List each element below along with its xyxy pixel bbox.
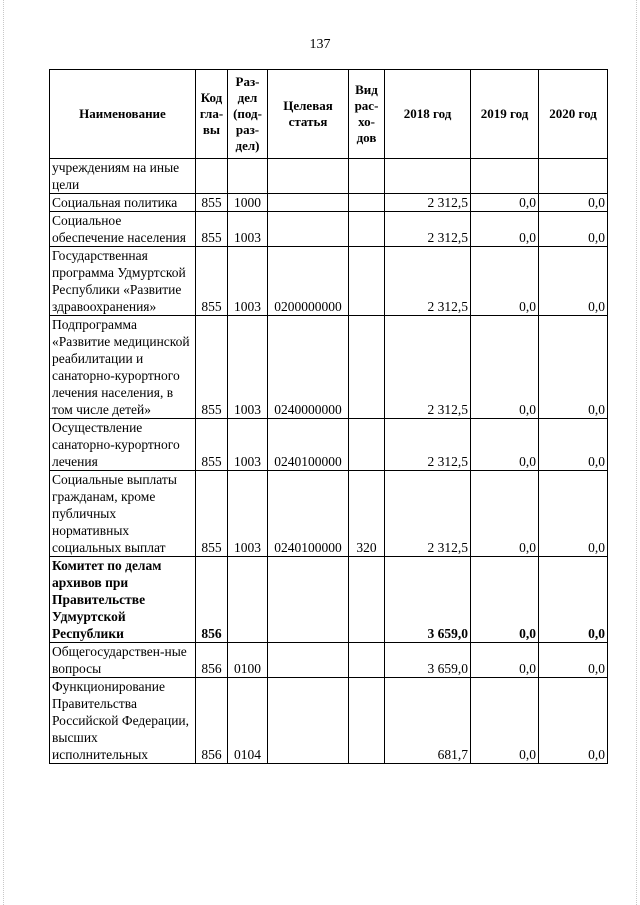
cell-2018: 2 312,5 <box>385 212 471 247</box>
cell-expense <box>349 678 385 764</box>
cell-name: Общегосударствен-ные вопросы <box>50 643 196 678</box>
cell-2020: 0,0 <box>539 316 608 419</box>
cell-expense <box>349 557 385 643</box>
header-2020: 2020 год <box>539 70 608 159</box>
cell-name: Комитет по делам архивов при Правительстве Удмуртской Республики <box>50 557 196 643</box>
table-row <box>50 471 608 557</box>
cell-chapter: 856 <box>196 643 228 678</box>
header-2019: 2019 год <box>471 70 539 159</box>
cell-section: 1003 <box>228 316 268 419</box>
cell-2020: 0,0 <box>539 212 608 247</box>
cell-section: 1003 <box>228 419 268 471</box>
cell-name: Функционирование Правительства Российской Федерации, высших исполнительных <box>50 678 196 764</box>
header-expense: Вид рас-хо-дов <box>349 70 385 159</box>
header-2018: 2018 год <box>385 70 471 159</box>
cell-section: 1000 <box>228 194 268 212</box>
cell-2020: 0,0 <box>539 194 608 212</box>
cell-2020: 0,0 <box>539 557 608 643</box>
cell-2019: 0,0 <box>471 212 539 247</box>
cell-chapter: 855 <box>196 419 228 471</box>
cell-target <box>268 194 349 212</box>
header-target: Целевая статья <box>268 70 349 159</box>
cell-name: Социальные выплаты гражданам, кроме публичных нормативных социальных выплат <box>50 471 196 557</box>
table-row <box>50 316 608 419</box>
cell-2020: 0,0 <box>539 419 608 471</box>
cell-section <box>228 557 268 643</box>
cell-target <box>268 159 349 194</box>
page-edge-right <box>636 0 637 905</box>
cell-2019: 0,0 <box>471 247 539 316</box>
cell-2020 <box>539 159 608 194</box>
table-row <box>50 194 608 212</box>
budget-table <box>49 69 608 764</box>
cell-chapter: 855 <box>196 212 228 247</box>
cell-target <box>268 212 349 247</box>
page-number: 137 <box>309 37 331 52</box>
cell-name: Осуществление санаторно-курортного лечения <box>50 419 196 471</box>
cell-2018: 3 659,0 <box>385 557 471 643</box>
cell-2019: 0,0 <box>471 194 539 212</box>
cell-section: 0100 <box>228 643 268 678</box>
cell-2018: 681,7 <box>385 678 471 764</box>
cell-section: 1003 <box>228 212 268 247</box>
cell-2020: 0,0 <box>539 643 608 678</box>
table-row <box>50 678 608 764</box>
cell-2018: 2 312,5 <box>385 247 471 316</box>
cell-name: Государственная программа Удмуртской Республики «Развитие здравоохранения» <box>50 247 196 316</box>
table-row <box>50 557 608 643</box>
cell-section: 1003 <box>228 471 268 557</box>
cell-expense <box>349 194 385 212</box>
table-row <box>50 247 608 316</box>
cell-target: 0240100000 <box>268 471 349 557</box>
cell-expense <box>349 316 385 419</box>
table-row <box>50 643 608 678</box>
cell-target <box>268 643 349 678</box>
cell-section: 1003 <box>228 247 268 316</box>
cell-target <box>268 678 349 764</box>
cell-chapter: 855 <box>196 247 228 316</box>
cell-name: Социальное обеспечение населения <box>50 212 196 247</box>
cell-2018: 2 312,5 <box>385 316 471 419</box>
cell-2018: 2 312,5 <box>385 419 471 471</box>
cell-2019 <box>471 159 539 194</box>
cell-2018: 2 312,5 <box>385 194 471 212</box>
cell-target: 0240000000 <box>268 316 349 419</box>
cell-expense <box>349 419 385 471</box>
cell-target: 0240100000 <box>268 419 349 471</box>
cell-name: учреждениям на иные цели <box>50 159 196 194</box>
cell-expense <box>349 159 385 194</box>
cell-chapter <box>196 159 228 194</box>
cell-2019: 0,0 <box>471 678 539 764</box>
cell-2018 <box>385 159 471 194</box>
cell-2018: 3 659,0 <box>385 643 471 678</box>
cell-target: 0200000000 <box>268 247 349 316</box>
cell-section: 0104 <box>228 678 268 764</box>
cell-chapter: 855 <box>196 194 228 212</box>
cell-2020: 0,0 <box>539 678 608 764</box>
cell-chapter: 856 <box>196 678 228 764</box>
cell-expense: 320 <box>349 471 385 557</box>
page-edge-left <box>3 0 4 905</box>
header-chapter: Код гла-вы <box>196 70 228 159</box>
cell-chapter: 855 <box>196 471 228 557</box>
table-header-row <box>50 70 608 159</box>
cell-2019: 0,0 <box>471 643 539 678</box>
cell-section <box>228 159 268 194</box>
cell-2020: 0,0 <box>539 247 608 316</box>
table-row <box>50 159 608 194</box>
header-name: Наименование <box>50 70 196 159</box>
cell-2019: 0,0 <box>471 471 539 557</box>
cell-2019: 0,0 <box>471 419 539 471</box>
cell-target <box>268 557 349 643</box>
cell-expense <box>349 247 385 316</box>
cell-expense <box>349 212 385 247</box>
cell-2020: 0,0 <box>539 471 608 557</box>
cell-name: Социальная политика <box>50 194 196 212</box>
header-section: Раз-дел (под-раз-дел) <box>228 70 268 159</box>
cell-2019: 0,0 <box>471 557 539 643</box>
cell-expense <box>349 643 385 678</box>
cell-name: Подпрограмма «Развитие медицинской реабилитации и санаторно-курортного лечения населения, в том числе детей» <box>50 316 196 419</box>
cell-chapter: 856 <box>196 557 228 643</box>
cell-2019: 0,0 <box>471 316 539 419</box>
table-row <box>50 212 608 247</box>
cell-chapter: 855 <box>196 316 228 419</box>
cell-2018: 2 312,5 <box>385 471 471 557</box>
table-row <box>50 419 608 471</box>
